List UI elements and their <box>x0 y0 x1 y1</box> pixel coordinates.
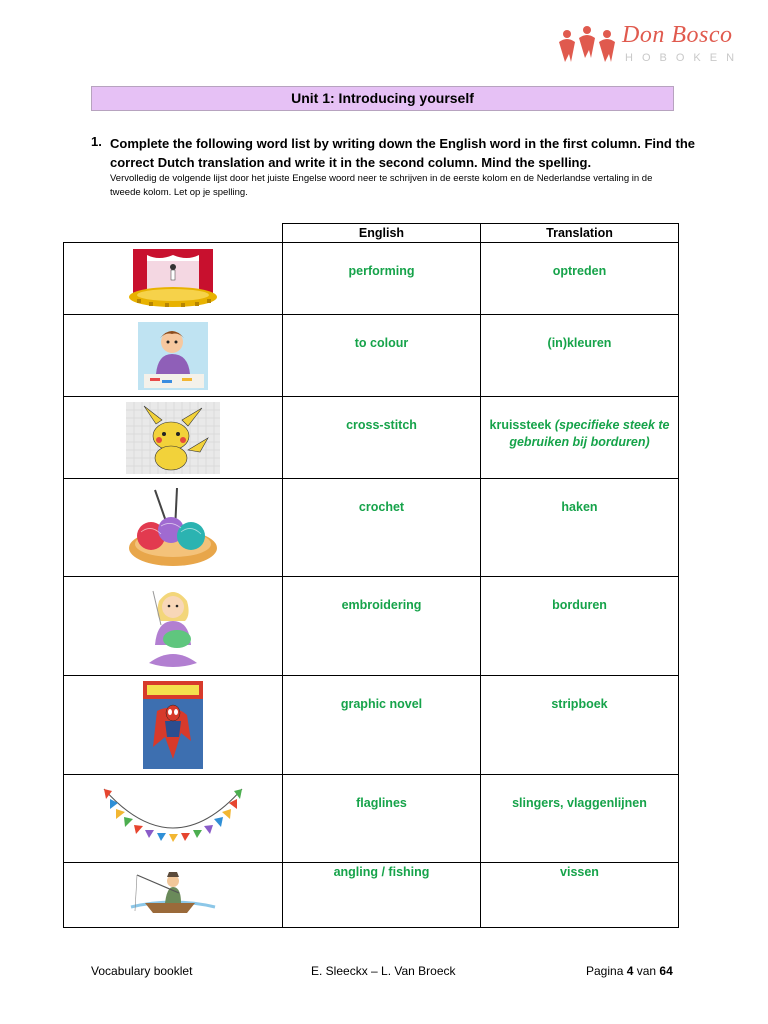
vocabulary-table <box>63 223 679 928</box>
spiderman-comic-icon <box>143 681 203 769</box>
translation-word: stripboek <box>481 676 679 775</box>
table-header-row <box>64 224 679 243</box>
footer-page-number <box>586 964 673 978</box>
translation-word: optreden <box>481 243 679 315</box>
translation-cell <box>481 397 679 479</box>
english-word: cross-stitch <box>283 397 481 479</box>
translation-word: haken <box>481 479 679 577</box>
table-row <box>64 775 679 863</box>
fishing-boat-icon <box>125 867 221 923</box>
picture-cell <box>64 676 283 775</box>
header-blank <box>64 224 283 243</box>
table-row <box>64 479 679 577</box>
picture-cell <box>64 479 283 577</box>
table-row <box>64 315 679 397</box>
picture-cell <box>64 577 283 676</box>
translation-word: borduren <box>481 577 679 676</box>
current-page: 4 <box>626 964 634 978</box>
english-word: graphic novel <box>283 676 481 775</box>
girl-embroidering-icon <box>141 581 205 671</box>
total-pages: 64 <box>659 964 673 978</box>
english-word: to colour <box>283 315 481 397</box>
translation-note: (specifieke steek te gebruiken bij borduren) <box>509 418 670 449</box>
boy-colouring-icon <box>138 322 208 390</box>
table-row <box>64 577 679 676</box>
picture-cell <box>64 775 283 863</box>
table-row <box>64 243 679 315</box>
page-label: Pagina <box>586 964 627 978</box>
table-row <box>64 676 679 775</box>
translation-word: kruissteek <box>489 418 552 432</box>
unit-title: Unit 1: Introducing yourself <box>91 86 674 111</box>
instruction-number: 1. <box>91 134 102 149</box>
theatre-stage-icon <box>125 247 221 311</box>
english-word: embroidering <box>283 577 481 676</box>
english-word: performing <box>283 243 481 315</box>
header-translation: Translation <box>481 224 679 243</box>
english-word: crochet <box>283 479 481 577</box>
instruction-main: Complete the following word list by writing down the English word in the first column. Find the correct Dutch translation and write it in the second column. Mind the spelling. <box>110 136 695 170</box>
pikachu-cross-stitch-icon <box>126 402 220 474</box>
picture-cell <box>64 397 283 479</box>
picture-cell <box>64 315 283 397</box>
logo-subtitle: HOBOKEN <box>625 52 744 64</box>
logo-wordmark: Don Bosco <box>622 22 733 48</box>
table-row <box>64 863 679 928</box>
instruction-dutch: Vervolledig de volgende lijst door het juiste Engelse woord neer te schrijven in de eerste kolom en de Nederlandse vertaling in de tweede kolom. Let op je spelling. <box>110 173 653 198</box>
yarn-balls-icon <box>125 486 221 570</box>
footer-booklet-title: Vocabulary booklet <box>91 964 193 978</box>
footer-authors: E. Sleeckx – L. Van Broeck <box>311 964 456 978</box>
english-word: flaglines <box>283 775 481 863</box>
table-row <box>64 397 679 479</box>
translation-word: (in)kleuren <box>481 315 679 397</box>
picture-cell <box>64 863 283 928</box>
translation-word: slingers, vlaggenlijnen <box>481 775 679 863</box>
header-english: English <box>283 224 481 243</box>
bunting-icon <box>100 779 246 859</box>
translation-word: vissen <box>481 863 679 928</box>
page-of-label: van <box>633 964 660 978</box>
picture-cell <box>64 243 283 315</box>
english-word: angling / fishing <box>283 863 481 928</box>
